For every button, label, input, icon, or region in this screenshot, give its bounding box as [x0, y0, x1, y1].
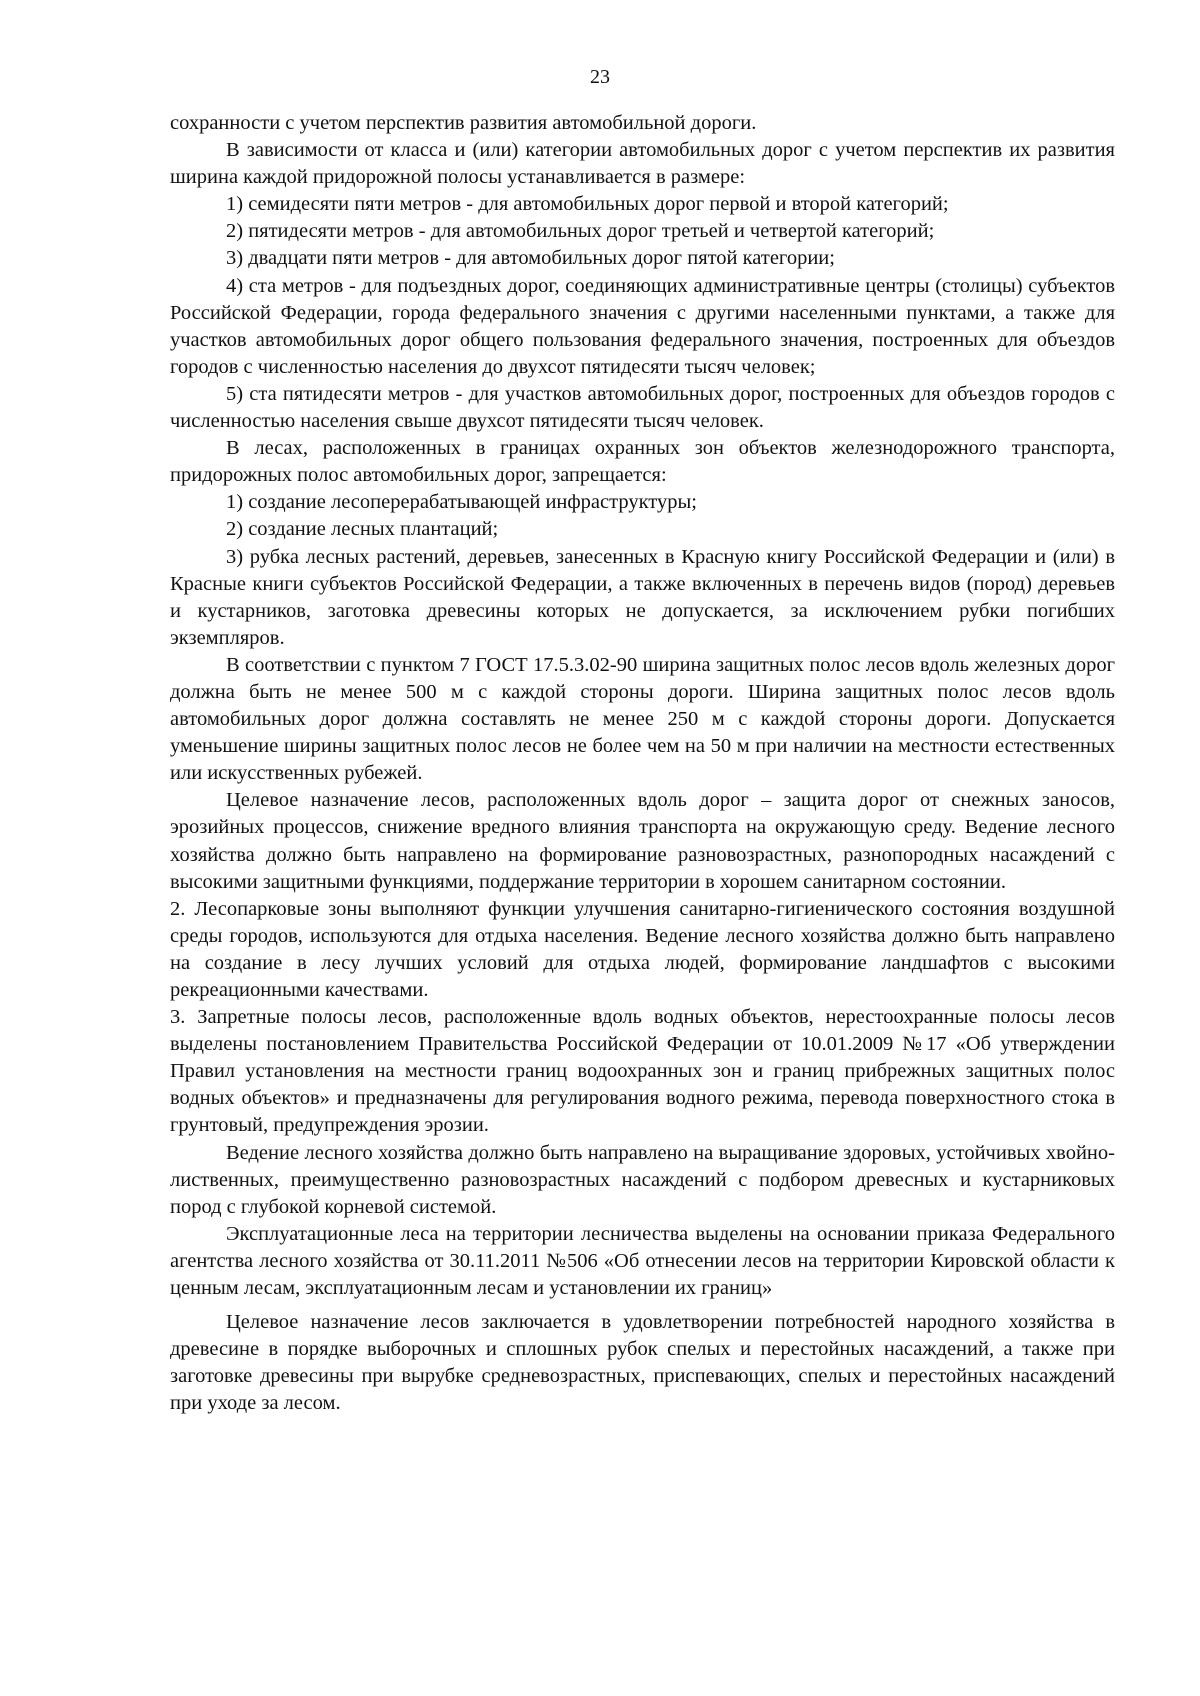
paragraph: Ведение лесного хозяйства должно быть направлено на выращивание здоровых, устойчивых хвойно-лиственных, преимущественно разновозрастных насаждений с подбором древесных и кустарниковых пород с глубокой корневой системой.	[170, 1141, 1115, 1218]
document-body	[170, 110, 1115, 1418]
list-item: 2) пятидесяти метров - для автомобильных дорог третьей и четвертой категорий;	[226, 220, 935, 243]
paragraph: 2. Лесопарковые зоны выполняют функции улучшения санитарно-гигиенического состояния воздушной среды городов, используются для отдыха населения. Ведение лесного хозяйства должно быть направлено на создание в лесу лучших условий для отдыха людей, формирование ландшафтов с высокими рекреационными качествами.	[170, 897, 1115, 1001]
paragraph: Целевое назначение лесов, расположенных вдоль дорог – защита дорог от снежных заносов, эрозийных процессов, снижение вредного влияния транспорта на окружающую среду. Ведение лесного хозяйства должно быть направлено на формирование разновозрастных, разнопородных насаждений с высокими защитными функциями, поддержание территории в хорошем санитарном состоянии.	[170, 789, 1115, 893]
paragraph: 3. Запретные полосы лесов, расположенные вдоль водных объектов, нерестоохранные полосы лесов выделены постановлением Правительства Российской Федерации от 10.01.2009 №17 «Об утверждении Правил установления на местности границ водоохранных зон и границ прибрежных защитных полос водных объектов» и предназначены для регулирования водного режима, перевода поверхностного стока в грунтовый, предупреждения эрозии.	[170, 1006, 1115, 1137]
list-item: 3) двадцати пяти метров - для автомобильных дорог пятой категории;	[226, 247, 835, 270]
paragraph: сохранности с учетом перспектив развития автомобильной дороги.	[170, 112, 757, 134]
paragraph: В соответствии с пунктом 7 ГОСТ 17.5.3.02-90 ширина защитных полос лесов вдоль железных дорог должна быть не менее 500 м с каждой стороны дороги. Ширина защитных полос лесов вдоль автомобильных дорог должна составлять не менее 250 м с каждой стороны дороги. Допускается уменьшение ширины защитных полос лесов не более чем на 50 м при наличии на местности естественных или искусственных рубежей.	[170, 653, 1115, 785]
list-item: 1) создание лесоперерабатывающей инфраструктуры;	[226, 491, 697, 514]
page-number: 23	[590, 66, 610, 88]
paragraph: В зависимости от класса и (или) категории автомобильных дорог с учетом перспектив их развития ширина каждой придорожной полосы устанавливается в размере:	[170, 139, 1115, 189]
list-item: 2) создание лесных плантаций;	[226, 518, 499, 541]
list-item: 1) семидесяти пяти метров - для автомобильных дорог первой и второй категорий;	[226, 193, 949, 216]
paragraph: Целевое назначение лесов заключается в удовлетворении потребностей народного хозяйства в древесине в порядке выборочных и сплошных рубок спелых и перестойных насаждений, а также при заготовке древесины при вырубке средневозрастных, приспевающих, спелых и перестойных насаждений при уходе за лесом.	[170, 1311, 1115, 1415]
list-item: 4) ста метров - для подъездных дорог, соединяющих административные центры (столицы) субъектов Российской Федерации, города федерального значения с другими населенными пунктами, а также для участков автомобильных дорог общего пользования федерального значения, построенных для объездов городов с численностью населения до двухсот пятидесяти тысяч человек;	[170, 274, 1115, 378]
list-item: 5) ста пятидесяти метров - для участков автомобильных дорог, построенных для объездов городов с численностью населения свыше двухсот пятидесяти тысяч человек.	[170, 382, 1115, 433]
paragraph: Эксплуатационные леса на территории лесничества выделены на основании приказа Федерального агентства лесного хозяйства от 30.11.2011 №506 «Об отнесении лесов на территории Кировской области к ценным лесам, эксплуатационным лесам и установлении их границ»	[170, 1222, 1115, 1300]
list-item: 3) рубка лесных растений, деревьев, занесенных в Красную книгу Российской Федерации и (или) в Красные книги субъектов Российской Федерации, а также включенных в перечень видов (пород) деревьев и кустарников, заготовка древесины которых не допускается, за исключением рубки погибших экземпляров.	[170, 545, 1115, 649]
paragraph: В лесах, расположенных в границах охранных зон объектов железнодорожного транспорта, придорожных полос автомобильных дорог, запрещается:	[170, 437, 1115, 487]
